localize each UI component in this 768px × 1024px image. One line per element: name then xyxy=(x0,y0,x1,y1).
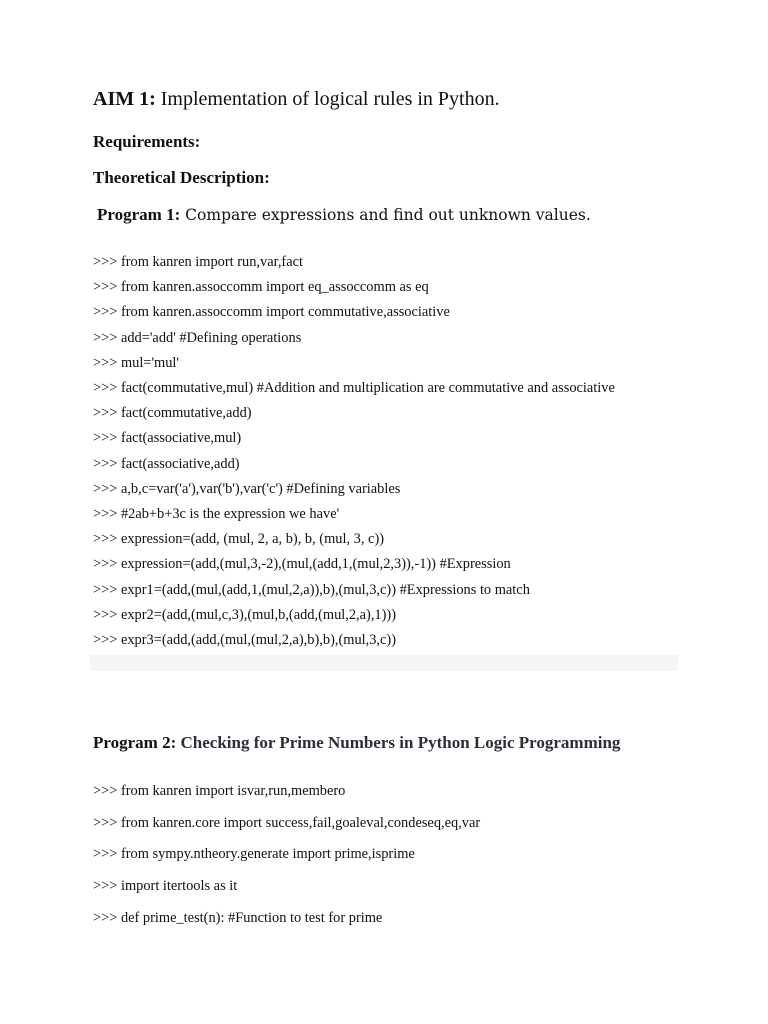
aim-label: AIM 1: xyxy=(93,88,156,110)
theoretical-description-heading: Theoretical Description: xyxy=(93,168,270,187)
code-line: >>> from kanren.assoccomm import commutative,associative xyxy=(93,304,450,321)
code-line: >>> expression=(add, (mul, 2, a, b), b, (mul, 3, c)) xyxy=(93,531,385,548)
code-line: >>> from kanren.core import success,fail,goaleval,condeseq,eq,var xyxy=(93,814,481,831)
code-line: >>> from kanren.assoccomm import eq_assoccomm as eq xyxy=(93,279,429,296)
program2-code-block xyxy=(93,776,480,935)
code-line: >>> add='add' #Defining operations xyxy=(93,329,302,346)
code-line: >>> def prime_test(n): #Function to test for prime xyxy=(93,909,383,926)
code-line: >>> fact(associative,add) xyxy=(93,455,240,472)
code-line: >>> expr3=(add,(add,(mul,(mul,2,a),b),b),(mul,3,c)) xyxy=(93,632,396,649)
program2-title: Checking for Prime Numbers in Python Logic Programming xyxy=(176,733,621,752)
code-line: >>> import itertools as it xyxy=(93,878,238,895)
code-line: >>> a,b,c=var('a'),var('b'),var('c') #Defining variables xyxy=(93,480,401,497)
program1-label: Program 1: xyxy=(97,205,181,224)
requirements-heading: Requirements: xyxy=(93,132,201,151)
code-line: >>> fact(associative,mul) xyxy=(93,430,242,447)
code-line: >>> expr1=(add,(mul,(add,1,(mul,2,a)),b),(mul,3,c)) #Expressions to match xyxy=(93,581,530,598)
code-line: >>> expression=(add,(mul,3,-2),(mul,(add,1,(mul,2,3)),-1)) #Expression xyxy=(93,556,511,573)
program2-heading xyxy=(93,731,620,755)
code-line: >>> from kanren import isvar,run,membero xyxy=(93,783,346,799)
aim-text: Implementation of logical rules in Python. xyxy=(155,88,500,110)
code-line: >>> mul='mul' xyxy=(93,354,180,371)
code-line: >>> expr2=(add,(mul,c,3),(mul,b,(add,(mul,2,a),1))) xyxy=(93,606,396,623)
code-line: >>> #2ab+b+3c is the expression we have' xyxy=(93,506,340,523)
code-line: >>> from kanren import run,var,fact xyxy=(93,254,303,270)
program1-title: Compare expressions and find out unknown values. xyxy=(180,206,591,224)
code-line: >>> fact(commutative,add) xyxy=(93,405,252,422)
code-line: >>> fact(commutative,mul) #Addition and multiplication are commutative and associative xyxy=(93,380,615,397)
program1-code-block xyxy=(93,250,615,653)
aim-heading xyxy=(93,86,500,112)
shaded-divider xyxy=(90,655,678,671)
program2-label: Program 2: xyxy=(93,733,177,752)
program1-heading xyxy=(97,203,591,227)
code-line: >>> from sympy.ntheory.generate import prime,isprime xyxy=(93,846,415,863)
